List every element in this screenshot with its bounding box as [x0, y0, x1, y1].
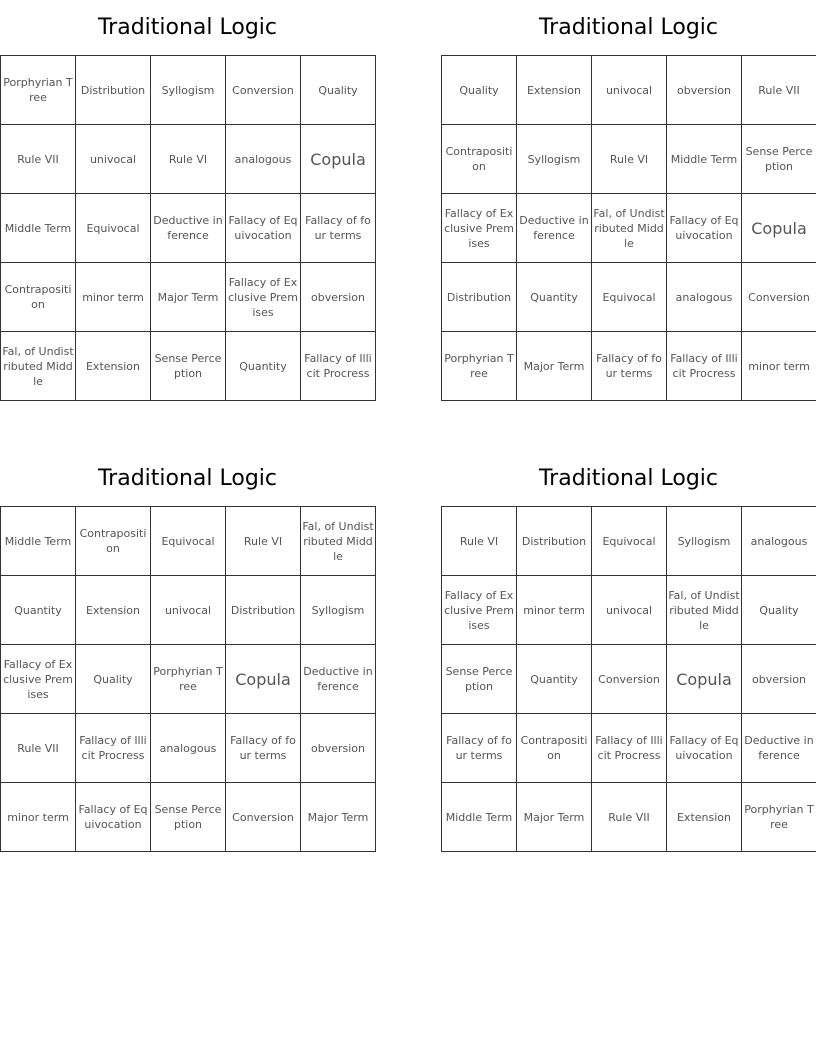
grid-cell: Fallacy of Illicit Procress [76, 714, 151, 783]
grid-cell: Distribution [442, 263, 517, 332]
grid-cell: univocal [592, 576, 667, 645]
grid-cell: Major Term [517, 332, 592, 401]
grid-cell: Distribution [517, 507, 592, 576]
grid-cell: Extension [667, 783, 742, 852]
grid-cell: Fallacy of Illicit Procress [301, 332, 376, 401]
grid-cell: Fallacy of four terms [301, 194, 376, 263]
grid-cell: obversion [301, 263, 376, 332]
grid-cell: Quality [301, 56, 376, 125]
grid-cell: Fallacy of four terms [592, 332, 667, 401]
grid-row [442, 263, 816, 332]
grid-cell: Contraposition [517, 714, 592, 783]
grid-cell: Syllogism [517, 125, 592, 194]
grid-cell: Major Term [301, 783, 376, 852]
grid-cell: Major Term [151, 263, 226, 332]
grid-cell: Copula [667, 645, 742, 714]
grid-cell: minor term [517, 576, 592, 645]
grid-cell: Rule VII [742, 56, 816, 125]
grid-cell: Middle Term [1, 194, 76, 263]
grid-row [442, 125, 816, 194]
grid-cell: Contraposition [1, 263, 76, 332]
grid-cell: univocal [592, 56, 667, 125]
grid-cell: Fallacy of Exclusive Premises [442, 194, 517, 263]
bingo-grid [441, 55, 816, 401]
grid-row [442, 576, 816, 645]
grid-cell: Equivocal [592, 507, 667, 576]
grid-cell: analogous [667, 263, 742, 332]
grid-cell: Deductive inference [151, 194, 226, 263]
grid-row [1, 576, 376, 645]
grid-row [442, 507, 816, 576]
grid-cell: Quality [442, 56, 517, 125]
grid-cell: obversion [742, 645, 816, 714]
grid-cell: Rule VII [1, 714, 76, 783]
grid-cell: Rule VI [151, 125, 226, 194]
bingo-grid [0, 506, 376, 852]
grid-cell: Fallacy of Exclusive Premises [442, 576, 517, 645]
grid-cell: Porphyrian Tree [742, 783, 816, 852]
grid-cell: Rule VI [226, 507, 301, 576]
grid-cell: Extension [76, 576, 151, 645]
grid-cell: Quantity [226, 332, 301, 401]
bingo-grid [441, 506, 816, 852]
grid-cell: Distribution [76, 56, 151, 125]
grid-cell: Conversion [592, 645, 667, 714]
card-title: Traditional Logic [538, 466, 719, 491]
grid-cell: Porphyrian Tree [442, 332, 517, 401]
grid-row [442, 645, 816, 714]
grid-row [1, 783, 376, 852]
grid-cell: Rule VII [592, 783, 667, 852]
grid-cell: Conversion [226, 56, 301, 125]
grid-cell: univocal [151, 576, 226, 645]
grid-cell: Conversion [742, 263, 816, 332]
grid-cell: Equivocal [151, 507, 226, 576]
grid-cell: minor term [1, 783, 76, 852]
grid-cell: Extension [76, 332, 151, 401]
grid-cell: Syllogism [151, 56, 226, 125]
grid-cell: Deductive inference [742, 714, 816, 783]
grid-cell: univocal [76, 125, 151, 194]
grid-cell: Fallacy of four terms [226, 714, 301, 783]
grid-cell: Sense Perception [151, 332, 226, 401]
grid-cell: Distribution [226, 576, 301, 645]
grid-cell: Major Term [517, 783, 592, 852]
grid-cell: analogous [226, 125, 301, 194]
grid-cell: Fallacy of Equivocation [667, 194, 742, 263]
grid-cell: Rule VII [1, 125, 76, 194]
grid-cell: Fallacy of Equivocation [667, 714, 742, 783]
grid-cell: minor term [76, 263, 151, 332]
grid-cell: Sense Perception [151, 783, 226, 852]
card-title: Traditional Logic [97, 466, 278, 491]
card-title: Traditional Logic [538, 15, 719, 40]
grid-cell: Fal, of Undistributed Middle [592, 194, 667, 263]
grid-cell: analogous [151, 714, 226, 783]
grid-cell: Fallacy of Exclusive Premises [226, 263, 301, 332]
grid-cell: Quality [76, 645, 151, 714]
grid-row [1, 507, 376, 576]
grid-cell: Fallacy of Illicit Procress [592, 714, 667, 783]
grid-cell: Porphyrian Tree [1, 56, 76, 125]
grid-row [1, 194, 376, 263]
grid-cell: analogous [742, 507, 816, 576]
grid-cell: Syllogism [301, 576, 376, 645]
grid-row [1, 645, 376, 714]
grid-cell: Copula [226, 645, 301, 714]
grid-row [442, 56, 816, 125]
grid-cell: Quantity [1, 576, 76, 645]
grid-cell: Fallacy of four terms [442, 714, 517, 783]
grid-row [1, 56, 376, 125]
grid-cell: Quality [742, 576, 816, 645]
grid-row [442, 783, 816, 852]
grid-cell: Extension [517, 56, 592, 125]
grid-cell: Deductive inference [517, 194, 592, 263]
grid-cell: Equivocal [76, 194, 151, 263]
bingo-card-1 [0, 8, 375, 401]
grid-cell: Porphyrian Tree [151, 645, 226, 714]
grid-cell: Fallacy of Equivocation [226, 194, 301, 263]
grid-row [442, 332, 816, 401]
grid-row [1, 263, 376, 332]
grid-cell: Rule VI [442, 507, 517, 576]
grid-row [442, 194, 816, 263]
grid-row [442, 714, 816, 783]
card-title: Traditional Logic [97, 15, 278, 40]
grid-cell: Conversion [226, 783, 301, 852]
bingo-card-4 [441, 459, 816, 852]
bingo-card-2 [441, 8, 816, 401]
grid-row [1, 332, 376, 401]
grid-cell: Contraposition [76, 507, 151, 576]
bingo-grid [0, 55, 376, 401]
grid-cell: Quantity [517, 263, 592, 332]
grid-row [1, 125, 376, 194]
grid-cell: Deductive inference [301, 645, 376, 714]
grid-cell: Fallacy of Illicit Procress [667, 332, 742, 401]
grid-cell: obversion [667, 56, 742, 125]
grid-cell: Middle Term [442, 783, 517, 852]
grid-cell: Fal, of Undistributed Middle [301, 507, 376, 576]
bingo-card-3 [0, 459, 375, 852]
grid-cell: Copula [301, 125, 376, 194]
grid-cell: Copula [742, 194, 816, 263]
grid-cell: Middle Term [667, 125, 742, 194]
grid-cell: Fal, of Undistributed Middle [667, 576, 742, 645]
grid-cell: Fallacy of Equivocation [76, 783, 151, 852]
grid-cell: Sense Perception [442, 645, 517, 714]
grid-cell: Fallacy of Exclusive Premises [1, 645, 76, 714]
grid-cell: obversion [301, 714, 376, 783]
grid-cell: Sense Perception [742, 125, 816, 194]
grid-cell: Syllogism [667, 507, 742, 576]
grid-cell: Middle Term [1, 507, 76, 576]
grid-cell: Equivocal [592, 263, 667, 332]
grid-cell: Fal, of Undistributed Middle [1, 332, 76, 401]
grid-cell: minor term [742, 332, 816, 401]
grid-cell: Rule VI [592, 125, 667, 194]
grid-row [1, 714, 376, 783]
grid-cell: Contraposition [442, 125, 517, 194]
grid-cell: Quantity [517, 645, 592, 714]
